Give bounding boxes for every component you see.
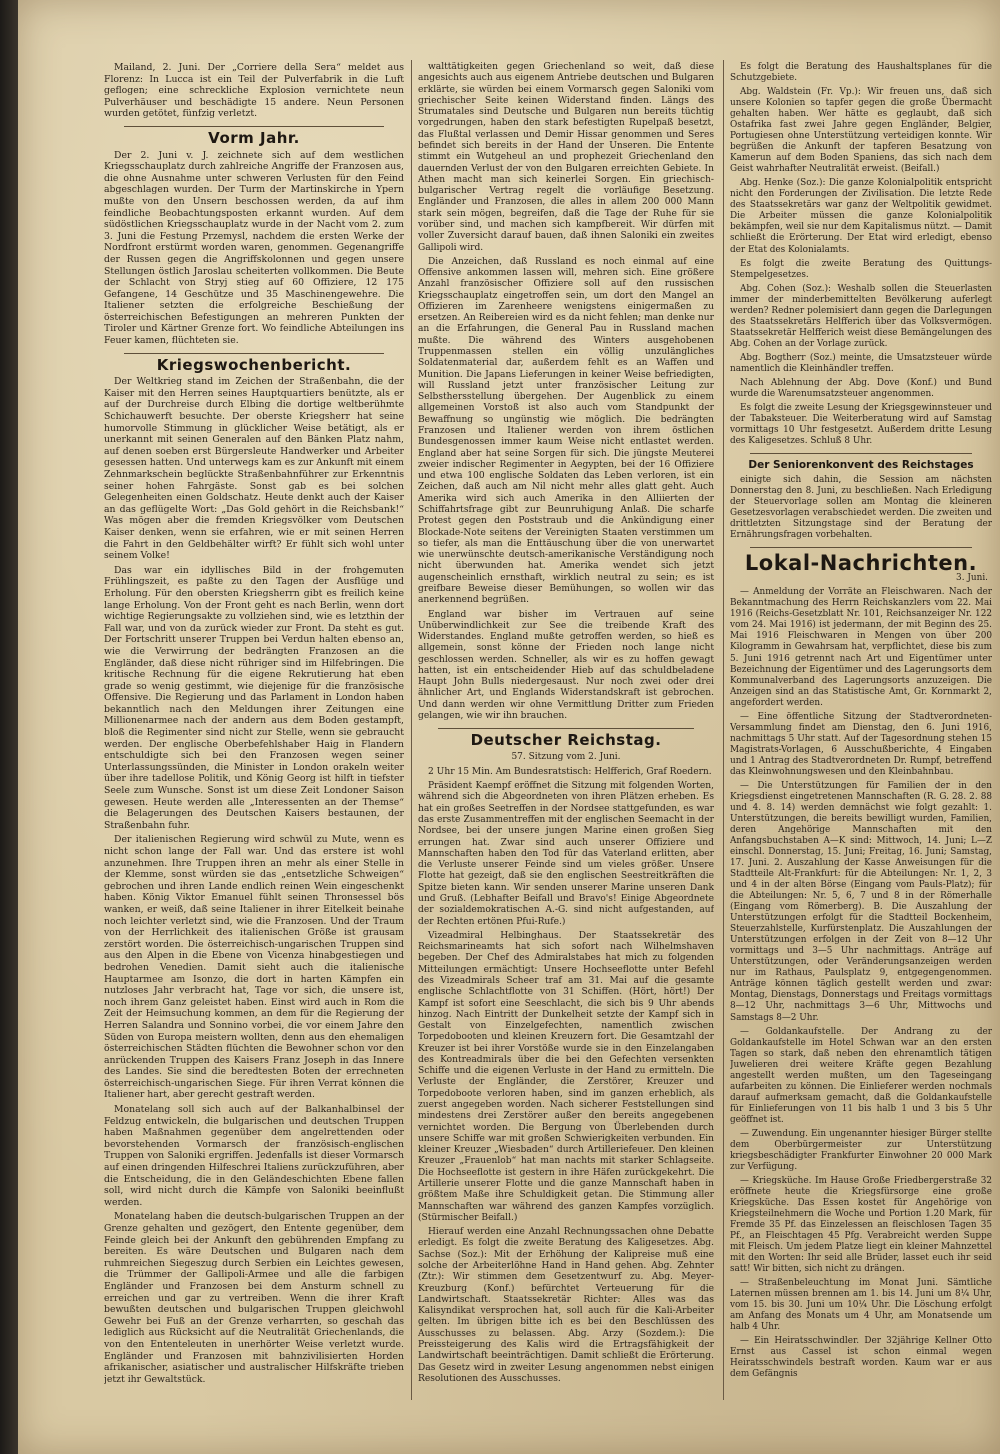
- paragraph: Monatelang haben die deutsch-bulgarischen Truppen an der Grenze gehalten und gezögert, den Entente gegenüber, dem Feinde gleich bei der Ankunft den gebührenden Empfang zu bereiten. Es wäre Deutschen und Bulgaren nach dem ruhmreichen Siegeszug durch Serbien ein Leichtes gewesen, die Trümmer der Gallipoli-Armee und alle die farbigen Engländer und Franzosen bei dem Ansturm schnell zu erreichen und gar zu vertreiben. Wenn die ihrer Kraft bewußten deutschen und bulgarischen Truppen gleichwohl Gewehr bei Fuß an der Grenze verharrten, so geschah das lediglich aus Rücksicht auf die Neutralität Griechenlands, die von den Ententeleuten in unerhörter Weise verletzt wurde. Engländer und Franzosen mit bahnzivilisierten Horden afrikanischer, asiatischer und australischer Hilfskräfte trieben jetzt ihr Gewaltstück.: [104, 1211, 404, 1385]
- paragraph: Der Weltkrieg stand im Zeichen der Straßenbahn, die der Kaiser mit den Herren seines Hauptquartiers benützte, als er auf der Durchreise durch Elbing die dortige weltberühmte Schichauwerft besuchte. Der oberste Kriegsherr hat seine humorvolle Stimmung in glücklicher Weise betätigt, als er unerkannt mit seinen Generalen auf den Bänken Platz nahm, auf denen soeben erst Bürgersleute Handwerker und Arbeiter gesessen hatten. Und unterwegs kam es zur Ankunft mit einem Zehnmarkschein beglückte Straßenbahnführer zur Erkenntnis seiner hohen Fahrgäste. Sonst gab es bei solchen Gelegenheiten einen Goldschatz. Heute denkt auch der Kaiser an das geflügelte Wort: „Das Gold gehört in die Reichsbank!“ Was mögen aber die fremden Kriegsvölker vom Deutschen Kaiser denken, wenn sie erfahren, wie er mit seinen Herren die Fahrt in den Geldbehälter wirft? Er fühlt sich wohl unter seinem Volke!: [104, 376, 404, 562]
- section-heading: Deutscher Reichstag.: [470, 731, 662, 750]
- paragraph: Monatelang soll sich auch auf der Balkanhalbinsel der Feldzug entwickeln, die bulgarischen und deutschen Truppen haben Maßnahmen gegenüber dem angelrettenden oder bevorstehenden Vormarsch der französisch-englischen Truppen von Saloniki ergriffen. Jedenfalls ist dieser Vormarsch auf einen dringenden Hilfeschrei Italiens zurückzuführen, aber die Entscheidung, die in den Geländeschichten Ebene fallen soll, wird nicht durch die Kämpfe von Saloniki beeinflußt werden.: [104, 1104, 404, 1208]
- paragraph: walttätigkeiten gegen Griechenland so weit, daß diese angesichts auch aus eigenem Antriebe deutschen und Bulgaren erklärte, sie würden bei einem Vormarsch gegen Saloniki vom griechischer Seite keinen Widerstand finden. Längs des Strumatales sind Deutsche und Bulgaren nun bereits tüchtig vorgedrungen, haben den stark befestigten Rupelpaß besetzt, das Flußtal verlassen und Demir Hissar genommen und Seres befindet sich bereits in der Hand der Unseren. Die Entente stimmt ein Wutgeheul an und prophezeit Griechenland den dauernden Verlust der von den Bulgaren erreichten Gebiete. In Athen macht man sich keinerlei Sorgen. Ein griechisch-bulgarischer Vertrag regelt die vorläufige Besetzung. Engländer und Franzosen, die alles in allem 200 000 Mann stark sein mögen, begreifen, daß die Tage der Ruhe für sie vorüber sind, und machen sich kampfbereit. Wir dürfen mit voller Zuversicht darauf bauen, daß ihnen Saloniki ein zweites Gallipoli wird.: [418, 62, 714, 253]
- column-1: [104, 62, 404, 1388]
- paragraph: — Goldankaufstelle. Der Andrang zu der Goldankaufstelle im Hotel Schwan war an den ersten Tagen so stark, daß neben den ehrenamtlich tätigen Juwelieren drei weitere Kräfte gegen Bezahlung angestellt werden mußten, um den Tageseingang aufarbeiten zu können. Die Einlieferer werden nochmals darauf aufmerksam gemacht, daß die Goldankaufstelle für Einlieferungen von 11 bis halb 1 und 3 bis 5 Uhr geöffnet ist.: [730, 1026, 992, 1125]
- paragraph: Es folgt die Beratung des Haushaltsplanes für die Schutzgebiete.: [730, 62, 992, 84]
- paragraph: Präsident Kaempf eröffnet die Sitzung mit folgenden Worten, während sich die Abgeordneten von ihren Plätzen erheben. Es hat ein großes Seetreffen in der Nordsee stattgefunden, es war das erste Zusammentreffen mit der englischen Seemacht in der Nordsee, bei der unsere jungen Marine einen großen Sieg errungen hat. Zwar sind auch unserer Offiziere und Mannschaften haben den Tod für das Vaterland erlitten, aber die Verluste unserer Feinde sind um vieles größer. Unsere Flotte hat gezeigt, daß sie den englischen Seestreitkräften die Spitze bieten kann. Wir senden unserer Marine unseren Dank und Gruß. (Lebhafter Beifall und Bravo's! Einige Abgeordnete der sozialdemokratischen A.-G. sind nicht aufgestanden, auf der Rechten ertönen Pfui-Rufe.): [418, 781, 714, 927]
- paragraph: Das war ein idyllisches Bild in der frohgemuten Frühlingszeit, es paßte zu den Tagen der Ausflüge und Erholung. Für den obersten Kriegsherrn gibt es freilich keine lange Erholung. Von der Front geht es nach Berlin, wenn dort wichtige Regierungsakte zu vollziehen sind, wie es letzthin der Fall war, und von da zurück wieder zur Front. Da steht es gut. Der Fortschritt unserer Truppen bei Verdun halten ebenso an, wie die Verwirrung der bedrängten Franzosen an die Engländer, daß diese nicht rühriger sind im Hilfebringen. Die kritische Rechnung für die eigene Rekrutierung hat eben grade so wenig gestimmt, wie diejenige für die französische Offensive. Die Regierung und das Parlament in London haben bekanntlich nach den Meldungen ihrer Zeitungen eine Millionenarmee nach der andern aus dem Boden gestampft, bloß die Regimenter sind nicht zur Stelle, wenn sie gebraucht werden. Der englische Oberbefehlshaber Haig in Flandern entschuldigte sich bei den Franzosen wegen seiner Unterlassungssünden, die Minister in London orakeln weiter über ihre tadellose Politik, und König Georg ist hilft in tiefster Seele zum Wunsche. Sonst ist um diese Zeit Londoner Saison gewesen. Heute werden alle „Interessenten an der Themse“ die Belagerungen des Deutschen Kaisers bestaunen, der Straßenbahn fuhr.: [104, 564, 404, 831]
- section-heading: Kriegswochenbericht.: [156, 355, 352, 374]
- paragraph: — Anmeldung der Vorräte an Fleischwaren. Nach der Bekanntmachung des Herrn Reichskanzlers vom 22. Mai 1916 (Reichs-Gesetzblatt Nr. 101, Reichsanzeiger Nr. 122 vom 24. Mai 1916) ist jedermann, der mit Beginn des 25. Mai 1916 Fleischwaren in Mengen von über 200 Kilogramm in Gewahrsam hat, verpflichtet, diese bis zum 5. Juni 1916 getrennt nach Art und Eigentümer unter Bezeichnung der Eigentümer und des Lagerungsorts dem Kommunalverband des Lagerungsorts anzuzeigen. Die Anzeigen sind an das Statistische Amt, Gr. Kornmarkt 2, angefordert werden.: [730, 587, 992, 708]
- separator: [438, 728, 694, 729]
- dateline: 3. Juni.: [956, 573, 988, 584]
- paragraph: — Die Unterstützungen für Familien der in den Kriegsdienst eingetretenen Mannschaften (R. G. 28. 2. 88 und 4. 8. 14) werden demnächst wie folgt gezahlt: 1. Unterstützungen, die bereits bewilligt wurden, Familien, deren Angehörige Mannschaften mit den Anfangsbuchstaben A—K sind: Mittwoch, 14. Juni; L—Z einschl. Donnerstag, 15. Juni; Freitag, 16. Juni; Samstag, 17. Juni. 2. Auszahlung der Kasse Anweisungen für die Stadtteile Alt-Frankfurt: für die Abteilungen: Nr. 1, 2, 3 und 4 in der alten Börse (Eingang vom Pauls-Platz); für die Abteilungen: Nr. 5, 6, 7 und 8 in der Römerhalle (Eingang vom Römerberg). B. Die Auszahlung der Unterstützungen erfolgt für die Stadtteil Bockenheim, Steuerzahlstelle, Kurfürstenplatz. Die Auszahlungen der Unterstützungen erfolgen in der Zeit von 8—12 Uhr vormittags und 3—5 Uhr nachmittags. Anträge auf Unterstützungen, oder Veränderungsanzeigen werden nur im Rathaus, Paulsplatz 9, entgegengenommen. Anträge können täglich gestellt werden und zwar: Montag, Dienstags, Donnerstags und Freitags vormittags 8—12 Uhr, nachmittags 3—6 Uhr, Mittwochs und Samstags 8—2 Uhr.: [730, 780, 992, 1023]
- paragraph: Der 2. Juni v. J. zeichnete sich auf dem westlichen Kriegsschauplatz durch zahlreiche Angriffe der Franzosen aus, die ohne Ausnahme unter schweren Verlusten für den Feind abgeschlagen wurden. Der Turm der Martinskirche in Ypern mußte von den Unsern beschossen werden, da auf ihm feindliche Beobachtungsposten erkannt wurden. Auf dem südöstlichen Kriegsschauplatz wurde in der Nacht vom 2. zum 3. Juni die Festung Przemysl, nachdem die ersten Werke der Nordfront erstürmt worden waren, genommen. Gegenangriffe der Russen gegen die Angriffskolonnen und gegen unsere Stellungen östlich Jaroslau scheiterten vollkommen. Die Beute der Schlacht von Stryj stieg auf 60 Offiziere, 12 175 Gefangene, 14 Geschütze und 35 Maschinengewehre. Die Italiener setzten die erfolgreiche Beschießung der österreichischen Befestigungen an mehreren Punkten der Tiroler und Kärtner Grenze fort. Wo feindliche Abteilungen ins Feuer kamen, flüchteten sie.: [104, 149, 404, 347]
- paragraph: — Zuwendung. Ein ungenannter hiesiger Bürger stellte dem Oberbürgermeister zur Unterstützung kriegsbeschädigter Frankfurter Einwohner 20 000 Mark zur Verfügung.: [730, 1128, 992, 1172]
- paragraph: Abg. Bogtherr (Soz.) meinte, die Umsatzsteuer würde namentlich die Kleinhändler treffen.: [730, 352, 992, 374]
- session-line: 57. Sitzung vom 2. Juni.: [511, 751, 621, 762]
- paragraph: England war bisher im Vertrauen auf seine Unüberwindlichkeit zur See die treibende Kraft des Widerstandes. England mußte getroffen werden, so hieß es allgemein, sonst könne der Frieden noch lange nicht geschlossen werden. Schneller, als wir es zu hoffen gewagt hatten, ist ein entscheidender Hieb auf das schuldbeladene Haupt John Bulls niedergesaust. Nur noch zwei oder drei ähnlicher Art, und Englands Widerstandskraft ist gebrochen. Und dann werden wir ohne Vermittlung Dritter zum Frieden gelangen, wie wir ihn brauchen.: [418, 609, 714, 722]
- paragraph: Die Anzeichen, daß Russland es noch einmal auf eine Offensive ankommen lassen will, mehren sich. Eine größere Anzahl französischer Offiziere soll auf den russischen Kriegsschauplatz eingetroffen sein, um dort den Mangel an Offizieren im Zarenheere wenigstens einigermaßen zu ersetzen. An Reibereien wird es da nicht fehlen; man denke nur an die Erfahrungen, die General Pau in Russland machen mußte. Die während des Winters ausgehobenen Truppenmassen stellen ein völlig unzulängliches Soldatenmaterial dar, außerdem fehlt es an Waffen und Munition. Die Japans Lieferungen in keiner Weise befriedigten, will Russland jetzt unter französischer Leitung zur Selbsthersstellung übergehen. Der Augenblick zu einem allgemeinen Vorstoß ist also auch vom Standpunkt der Bewaffnung so ungünstig wie möglich. Die bedrängten Franzosen und Italiener werden von ihrem östlichen Bundesgenossen immer kaum Weise nicht entlastet werden. England aber hat seine Sorgen für sich. Die jüngste Meuterei zweier indischer Regimenter in Aegypten, bei der 16 Offiziere und etwa 100 englische Soldaten das Leben verloren, ist ein Zeichen, daß auch am Nil nicht mehr alles glatt geht. Auch Amerika wird sich auch Amerika in den Alliierten der Schiffahrtsfrage gibt zur Beunruhigung Anlaß. Die scharfe Protest gegen den Poststraub und die Ankündigung einer Blockade-Note seitens der Vereinigten Staaten verstimmen um so tiefer, als man die Enttäuschung über die von unerwartet wie unerwünschte deutsch-amerikanische Verständigung noch nicht überwunden hat. Amerika wendet sich jetzt augenscheinlich ernsthaft, wirklich neutral zu sein; es ist greifbare Beweise dieser Bemühungen, so wollen wir das anerkennend begrüßen.: [418, 256, 714, 606]
- section-heading: Lokal-Nachrichten.: [744, 551, 978, 576]
- binding-shadow: [0, 0, 18, 1454]
- paragraph: Nach Ablehnung der Abg. Dove (Konf.) und Bund wurde die Warenumsatzsteuer angenommen.: [730, 377, 992, 399]
- paragraph: Der italienischen Regierung wird schwül zu Mute, wenn es nicht schon lange der Fall war. Und das erstere ist wohl anzunehmen. Ihre Truppen ihren an mehr als einer Stelle in der Klemme, sonst würden sie das „entsetzliche Schweigen“ gebrochen und ihren Lande endlich reinen Wein eingeschenkt haben. König Viktor Emanuel fühlt seinen Thronsessel bös wanken, er weiß, daß seine Italiener in ihrer Eitelkeit beinahe noch leichter verletzt sind, wie die Franzosen. Und der Traum von der Herrlichkeit des italienischen Größe ist grausam zerstört worden. Die österreichisch-ungarischen Truppen sind aus den Alpen in die Ebene von Vicenza hinabgestiegen und bedrohen Venedien. Damit sieht auch die italienische Hauptarmee am Isonzo, die dort in harten Kämpfen ein nutzloses Jahr verbracht hat, Tage vor sich, die unsere ist, noch ihrem Ganz geleistet haben. Einst wird auch in Rom die Zeit der Heimsuchung kommen, an dem für die Regierung der Herren Salandra und Sonnino vorbei, die vor einem Jahre den Süden von Europa meistern wollten, denn aus den ehemaligen österreichischen Städten flüchten die Bewohner schon vor den anrückenden Truppen des Kaisers Franz Joseph in das Innere des Landes. Sie sind die beredtesten Boten der errechneten österreichisch-ungarischen Siege. Für ihren Verrat können die Italiener hart, aber gerecht gestraft werden.: [104, 834, 404, 1101]
- separator: [124, 126, 384, 127]
- paragraph: Abg. Waldstein (Fr. Vp.): Wir freuen uns, daß sich unsere Kolonien so tapfer gegen die große Übermacht gehalten haben. Wer hätte es geglaubt, daß sich Ostafrika fast zwei Jahre gegen Engländer, Belgier, Portugiesen ohne Unterstützung verteidigen konnte. Wir begrüßen die Ankunft der tapferen Besatzung von Kamerun auf dem Boden Spaniens, das sich nach dem Geist wahrhafter Neutralität erweist. (Beifall.): [730, 87, 992, 175]
- section-heading: Der Seniorenkonvent des Reichstages: [748, 459, 974, 472]
- news-item: Mailand, 2. Juni. Der „Corriere della Sera“ meldet aus Florenz: In Lucca ist ein Teil der Pulverfabrik in die Luft geflogen; eine schreckliche Explosion vernichtete neun Pulverhäuser und beschädigte 15 andere. Neun Personen wurden getötet, fünfzig verletzt.: [104, 62, 404, 120]
- paragraph: einigte sich dahin, die Session am nächsten Donnerstag den 8. Juni, zu beschließen. Nach Erledigung der Steuervorlage sollen am Montag die kleineren Gesetzesvorlagen verabschiedet werden. Die zweiten und drittletzten Sitzungstage sind der Beratung der Ernährungsfragen vorbehalten.: [730, 475, 992, 541]
- paragraph: Vizeadmiral Helbinghaus. Der Staatssekretär des Reichsmarineamts hat sich sofort nach Wilhelmshaven begeben. Der Chef des Admiralstabes hat mich zu folgenden Mitteilungen ermächtigt: Unsere Hochseeflotte unter Befehl des Vizeadmirals Scheer traf am 31. Mai auf die gesamte englische Schlachtflotte von 31 Schiffen. (Hört, hört!) Der Kampf ist sofort eine Seeschlacht, die sich bis 9 Uhr abends hinzog. Nach Eintritt der Dunkelheit setzte der Kampf sich in Gestalt von Einzelgefechten, namentlich zwischen Torpedobooten und kleinen Kreuzern fort. Die Gesamtzahl der Kreuzer ist bei ihrer Vorstöße wurde sie in den Einzelangaben des Kontreadmirals über die bei den Gefechten versenkten Schiffe und die eigenen Verluste in der Hand zu ermitteln. Die Verluste der Engländer, die Zerstörer, Kreuzer und Torpedoboote verloren haben, sind im ganzen erheblich, als zuerst angegeben worden. Nach sicherer Feststellungen sind mindestens drei Zerstörer außer den bereits angegebenen vernichtet worden. Die Bergung von Überlebenden durch unsere Schiffe war mit großen Schwierigkeiten verbunden. Ein kleiner Kreuzer „Wiesbaden“ durch Artilleriefeuer. Den kleinen Kreuzer „Frauenlob“ hat man nachts mit starker Schlagseite. Die Hochseeflotte ist gestern in ihre Häfen zurückgekehrt. Die Artillerie unserer Flotte und die ganze Mannschaft haben in größtem Maße ihre Schuldigkeit getan. Die Stimmung aller Mannschaften war während des ganzen Kampfes vorzüglich. (Stürmischer Beifall.): [418, 930, 714, 1223]
- paragraph: Es folgt die zweite Beratung des Quittungs-Stempelgesetzes.: [730, 258, 992, 280]
- paragraph: Abg. Cohen (Soz.): Weshalb sollen die Steuerlasten immer der minderbemittelten Bevölkerung auferlegt werden? Redner polemisiert dann gegen die Darlegungen des Staatssekretärs Helfferich über das Volksvermögen. Staatssekretär Helfferich weist diese Bemängelungen des Abg. Cohen an der Vorlage zurück.: [730, 283, 992, 349]
- paragraph: — Kriegsküche. Im Hause Große Friedbergerstraße 32 eröffnete heute die Kriegsfürsorge eine große Kriegsküche. Das Essen kostet für Angehörige von Kriegsteilnehmern die Woche und Portion 1.20 Mark, für Fremde 35 Pf. das Einzelessen an fleischlosen Tagen 35 Pf., an Fleischtagen 45 Pfg. Verabreicht werden Suppe mit Fleisch. Um jedem Platze liegt ein kleiner Mahnzettel mit den Worten: Ihr seid alle Brüder, lasset euch ihr seid satt! Wir bitten, sich nicht zu drängen.: [730, 1175, 992, 1275]
- paragraph: Es folgt die zweite Lesung der Kriegsgewinnsteuer und der Tabaksteuer. Die Weiterberatung wird auf Samstag vormittags 10 Uhr festgesetzt. Außerdem dritte Lesung des Kaligesetzes. Schluß 8 Uhr.: [730, 402, 992, 446]
- column-3: [730, 62, 992, 1384]
- paragraph: 2 Uhr 15 Min. Am Bundesratstisch: Helfferich, Graf Roedern.: [428, 766, 712, 777]
- column-rule: [411, 60, 412, 1400]
- paragraph: — Ein Heiratsschwindler. Der 32jährige Kellner Otto Ernst aus Cassel ist schon einmal wegen Heiratsschwindels bestraft worden. Kaum war er aus dem Gefängnis: [730, 1336, 992, 1380]
- separator: [124, 353, 384, 354]
- section-heading: Vorm Jahr.: [208, 128, 300, 147]
- separator: [750, 453, 972, 454]
- separator: [750, 547, 972, 548]
- paragraph: Abg. Henke (Soz.): Die ganze Kolonialpolitik entspricht nicht den Forderungen der Zivilisation. Die letzte Rede des Staatssekretärs war ganz der Weltpolitik gewidmet. Die Arbeiter müssen die ganze Kolonialpolitik bekämpfen, weil sie nur dem Kapitalismus nützt. — Damit schließt die Erörterung. Der Etat wird erledigt, ebenso der Etat des Kolonialamts.: [730, 178, 992, 255]
- column-rule: [723, 60, 724, 1400]
- paragraph: — Eine öffentliche Sitzung der Stadtverordneten-Versammlung findet am Dienstag, den 6. Juni 1916, nachmittags 5 Uhr statt. Auf der Tagesordnung stehen 15 Magistrats-Vorlagen, 6 Ausschußberichte, 4 Eingaben und 1 Antrag des Stadtverordneten Dr. Rumpf, betreffend das Kleinwohnungswesen und den Kleinbahnbau.: [730, 711, 992, 777]
- newspaper-page: [18, 0, 1000, 1454]
- column-2: [418, 62, 714, 1388]
- paragraph: — Straßenbeleuchtung im Monat Juni. Sämtliche Laternen müssen brennen am 1. bis 14. Juni um 8¼ Uhr, vom 15. bis 30. Juni um 10¼ Uhr. Die Löschung erfolgt am Anfang des Monats um 4 Uhr, am Monatsende um halb 4 Uhr.: [730, 1278, 992, 1333]
- paragraph: Hierauf werden eine Anzahl Rechnungssachen ohne Debatte erledigt. Es folgt die zweite Beratung des Kaligesetzes. Abg. Sachse (Soz.): Mit der Erhöhung der Kalipreise muß eine solche der Arbeiterlöhne Hand in Hand gehen. Abg. Zehnter (Ztr.): Wir stimmen dem Gesetzentwurf zu. Abg. Meyer-Kreuzburg (Konf.) befürchtet Verteuerung für die Landwirtschaft. Staatssekretär Richter: Alles was das Kalisyndikat versprochen hat, soll auch für die Kali-Arbeiter gelten. Im übrigen bitte ich es bei den Beschlüssen des Ausschusses zu belassen. Abg. Arzy (Sozdem.): Die Preissteigerung des Kalis wird die Ertragsfähigkeit der Landwirtschaft beeinträchtigen. Damit schließt die Erörterung. Das Gesetz wird in zweiter Lesung angenommen nebst einigen Resolutionen des Ausschusses.: [418, 1227, 714, 1384]
